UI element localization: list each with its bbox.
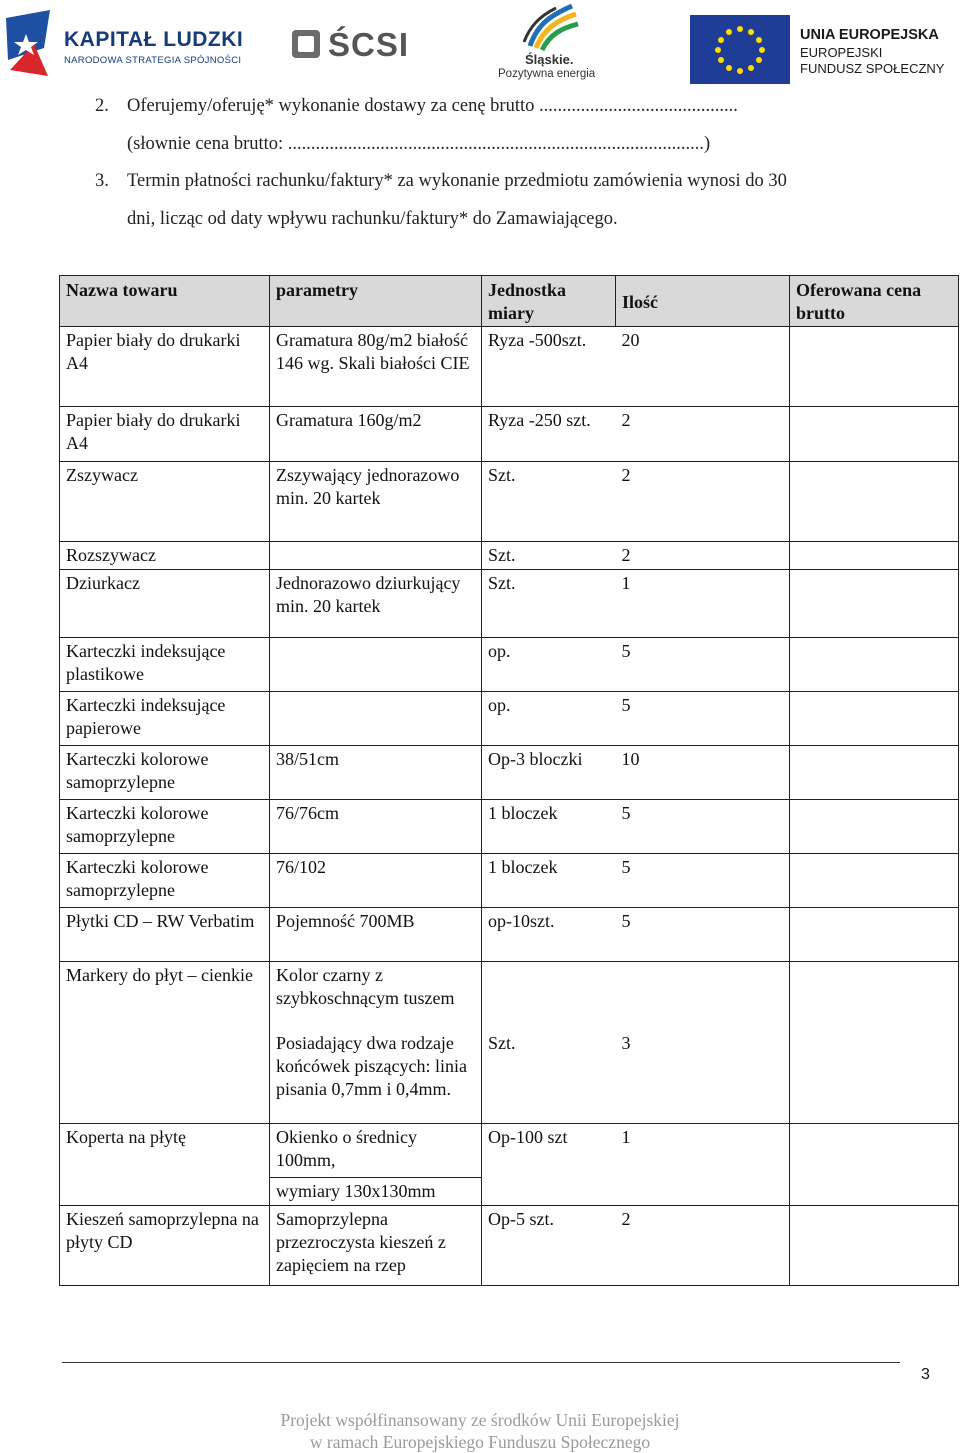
cell-name: Markery do płyt – cienkie [60, 962, 270, 1124]
cell-params-split [270, 962, 482, 1124]
intro-num: 2. [95, 96, 109, 116]
cell-params-extra: wymiary 130x130mm [276, 1181, 436, 1201]
intro-line [95, 88, 915, 126]
cell-qty: 5 [616, 692, 790, 746]
cell-name: Papier biały do drukarki A4 [60, 327, 270, 407]
cell-qty: 5 [616, 854, 790, 908]
eu-flag-icon [690, 15, 790, 84]
cell-name: Zszywacz [60, 462, 270, 542]
cell-params: Kolor czarny z szybkoschnącym tuszem [276, 965, 455, 1008]
header-logos [0, 0, 960, 90]
scsi-mark-icon [290, 28, 324, 60]
table-row [60, 1124, 959, 1206]
cell-qty: 5 [616, 638, 790, 692]
intro-line [95, 163, 915, 201]
cell-params: Okienko o średnicy 100mm, [270, 1124, 481, 1178]
cell-unit: Szt. [482, 962, 616, 1124]
slaskie-logo [495, 2, 605, 86]
eu-title: UNIA EUROPEJSKA [800, 27, 939, 43]
scsi-text: ŚCSI [328, 26, 410, 63]
table-row [60, 692, 959, 746]
cell-price[interactable] [790, 570, 959, 638]
intro-text [95, 88, 915, 238]
footer [0, 1409, 960, 1453]
table-row [60, 908, 959, 962]
cell-qty: 2 [616, 542, 790, 570]
cell-unit: Ryza -250 szt. [482, 407, 616, 462]
cell-price[interactable] [790, 327, 959, 407]
cell-qty: 2 [616, 462, 790, 542]
cell-params: 76/102 [270, 854, 482, 908]
slaskie-title: Śląskie. [525, 52, 574, 67]
header-unit: Jednostka miary [482, 276, 616, 327]
cell-name: Dziurkacz [60, 570, 270, 638]
cell-price[interactable] [790, 746, 959, 800]
intro-text-line: dni, licząc od daty wpływu rachunku/faktury* do Zamawiającego. [127, 208, 618, 229]
cell-params: 38/51cm [270, 746, 482, 800]
intro-text-line: Termin płatności rachunku/faktury* za wykonanie przedmiotu zamówienia wynosi do 30 [127, 171, 787, 191]
header-params: parametry [270, 276, 482, 327]
table-row [60, 407, 959, 462]
table-row [60, 542, 959, 570]
table-row [60, 327, 959, 407]
cell-qty: 5 [616, 908, 790, 962]
cell-unit: 1 bloczek [482, 800, 616, 854]
eu-subtitle [800, 45, 944, 77]
kapital-ludzki-subtitle: NARODOWA STRATEGIA SPÓJNOŚCI [64, 55, 242, 66]
cell-unit: op. [482, 692, 616, 746]
cell-unit: 1 bloczek [482, 854, 616, 908]
cell-name: Koperta na płytę [60, 1124, 270, 1206]
cell-params: Gramatura 160g/m2 [270, 407, 482, 462]
cell-unit: Op-5 szt. [482, 1206, 616, 1286]
cell-price[interactable] [790, 542, 959, 570]
kapital-ludzki-logo [4, 8, 244, 78]
table-row [60, 462, 959, 542]
table-row [60, 638, 959, 692]
cell-name: Karteczki kolorowe samoprzylepne [60, 746, 270, 800]
table-row [60, 570, 959, 638]
cell-price[interactable] [790, 1124, 959, 1206]
cell-params [270, 542, 482, 570]
cell-unit: Op-3 bloczki [482, 746, 616, 800]
cell-unit: op-10szt. [482, 908, 616, 962]
intro-text-line: (słownie cena brutto: ..........................................................................................) [127, 133, 711, 154]
cell-params: Jednorazowo dziurkujący min. 20 kartek [270, 570, 482, 638]
eu-logo [690, 15, 955, 85]
intro-num: 3. [95, 171, 109, 191]
footer-divider [62, 1362, 900, 1363]
header-qty: Ilość [616, 276, 790, 327]
intro-line [95, 201, 915, 239]
kapital-ludzki-title: KAPITAŁ LUDZKI [64, 28, 244, 51]
table-row [60, 1206, 959, 1286]
cell-params [270, 692, 482, 746]
cell-params: Samoprzylepna przezroczysta kieszeń z zapięciem na rzep [270, 1206, 482, 1286]
table-header-row [60, 276, 959, 327]
cell-price[interactable] [790, 692, 959, 746]
footer-line2: w ramach Europejskiego Funduszu Społecznego [309, 1432, 651, 1452]
cell-name: Papier biały do drukarki A4 [60, 407, 270, 462]
cell-params: Gramatura 80g/m2 białość 146 wg. Skali białości CIE [270, 327, 482, 407]
table-row [60, 746, 959, 800]
intro-text-line: Oferujemy/oferuję* wykonanie dostawy za cenę brutto ........................................... [127, 96, 738, 116]
cell-name: Płytki CD – RW Verbatim [60, 908, 270, 962]
cell-qty: 1 [616, 1124, 790, 1206]
cell-unit: op. [482, 638, 616, 692]
cell-unit: Ryza -500szt. [482, 327, 616, 407]
cell-qty: 2 [616, 1206, 790, 1286]
cell-price[interactable] [790, 854, 959, 908]
cell-name: Karteczki indeksujące plastikowe [60, 638, 270, 692]
cell-name: Kieszeń samoprzylepna na płyty CD [60, 1206, 270, 1286]
eu-subtitle-line2: FUNDUSZ SPOŁECZNY [800, 61, 945, 76]
cell-qty: 2 [616, 407, 790, 462]
cell-name: Karteczki kolorowe samoprzylepne [60, 854, 270, 908]
cell-qty: 5 [616, 800, 790, 854]
eu-subtitle-line1: EUROPEJSKI [800, 45, 883, 60]
cell-price[interactable] [790, 1206, 959, 1286]
offer-table [59, 275, 959, 1286]
cell-params: 76/76cm [270, 800, 482, 854]
cell-price[interactable] [790, 800, 959, 854]
intro-line [95, 126, 915, 164]
cell-qty: 1 [616, 570, 790, 638]
cell-qty: 20 [616, 327, 790, 407]
cell-price[interactable] [790, 462, 959, 542]
cell-unit: Op-100 szt [482, 1124, 616, 1206]
cell-qty: 10 [616, 746, 790, 800]
cell-name: Rozszywacz [60, 542, 270, 570]
page-number: 3 [921, 1366, 930, 1383]
kapital-ludzki-star-icon [4, 8, 60, 78]
cell-params-split [270, 1124, 482, 1206]
table-row [60, 962, 959, 1124]
cell-price[interactable] [790, 638, 959, 692]
header-price: Oferowana cena brutto [790, 276, 959, 327]
cell-price[interactable] [790, 908, 959, 962]
cell-name: Karteczki kolorowe samoprzylepne [60, 800, 270, 854]
table-row [60, 800, 959, 854]
cell-name: Karteczki indeksujące papierowe [60, 692, 270, 746]
cell-params: Pojemność 700MB [270, 908, 482, 962]
footer-line1: Projekt współfinansowany ze środków Unii Europejskiej [280, 1410, 680, 1430]
slaskie-slogan: Pozytywna energia [498, 68, 596, 80]
cell-params: Zszywający jednorazowo min. 20 kartek [270, 462, 482, 542]
cell-qty: 3 [616, 962, 790, 1124]
cell-params [270, 638, 482, 692]
cell-unit: Szt. [482, 462, 616, 542]
slaskie-waves-icon [520, 2, 580, 54]
scsi-logo [290, 26, 420, 66]
cell-price[interactable] [790, 407, 959, 462]
cell-price[interactable] [790, 962, 959, 1124]
header-name: Nazwa towaru [60, 276, 270, 327]
table-row [60, 854, 959, 908]
cell-unit: Szt. [482, 542, 616, 570]
cell-unit: Szt. [482, 570, 616, 638]
cell-params-extra: Posiadający dwa rodzaje końcówek piszących: linia pisania 0,7mm i 0,4mm. [276, 1033, 467, 1099]
